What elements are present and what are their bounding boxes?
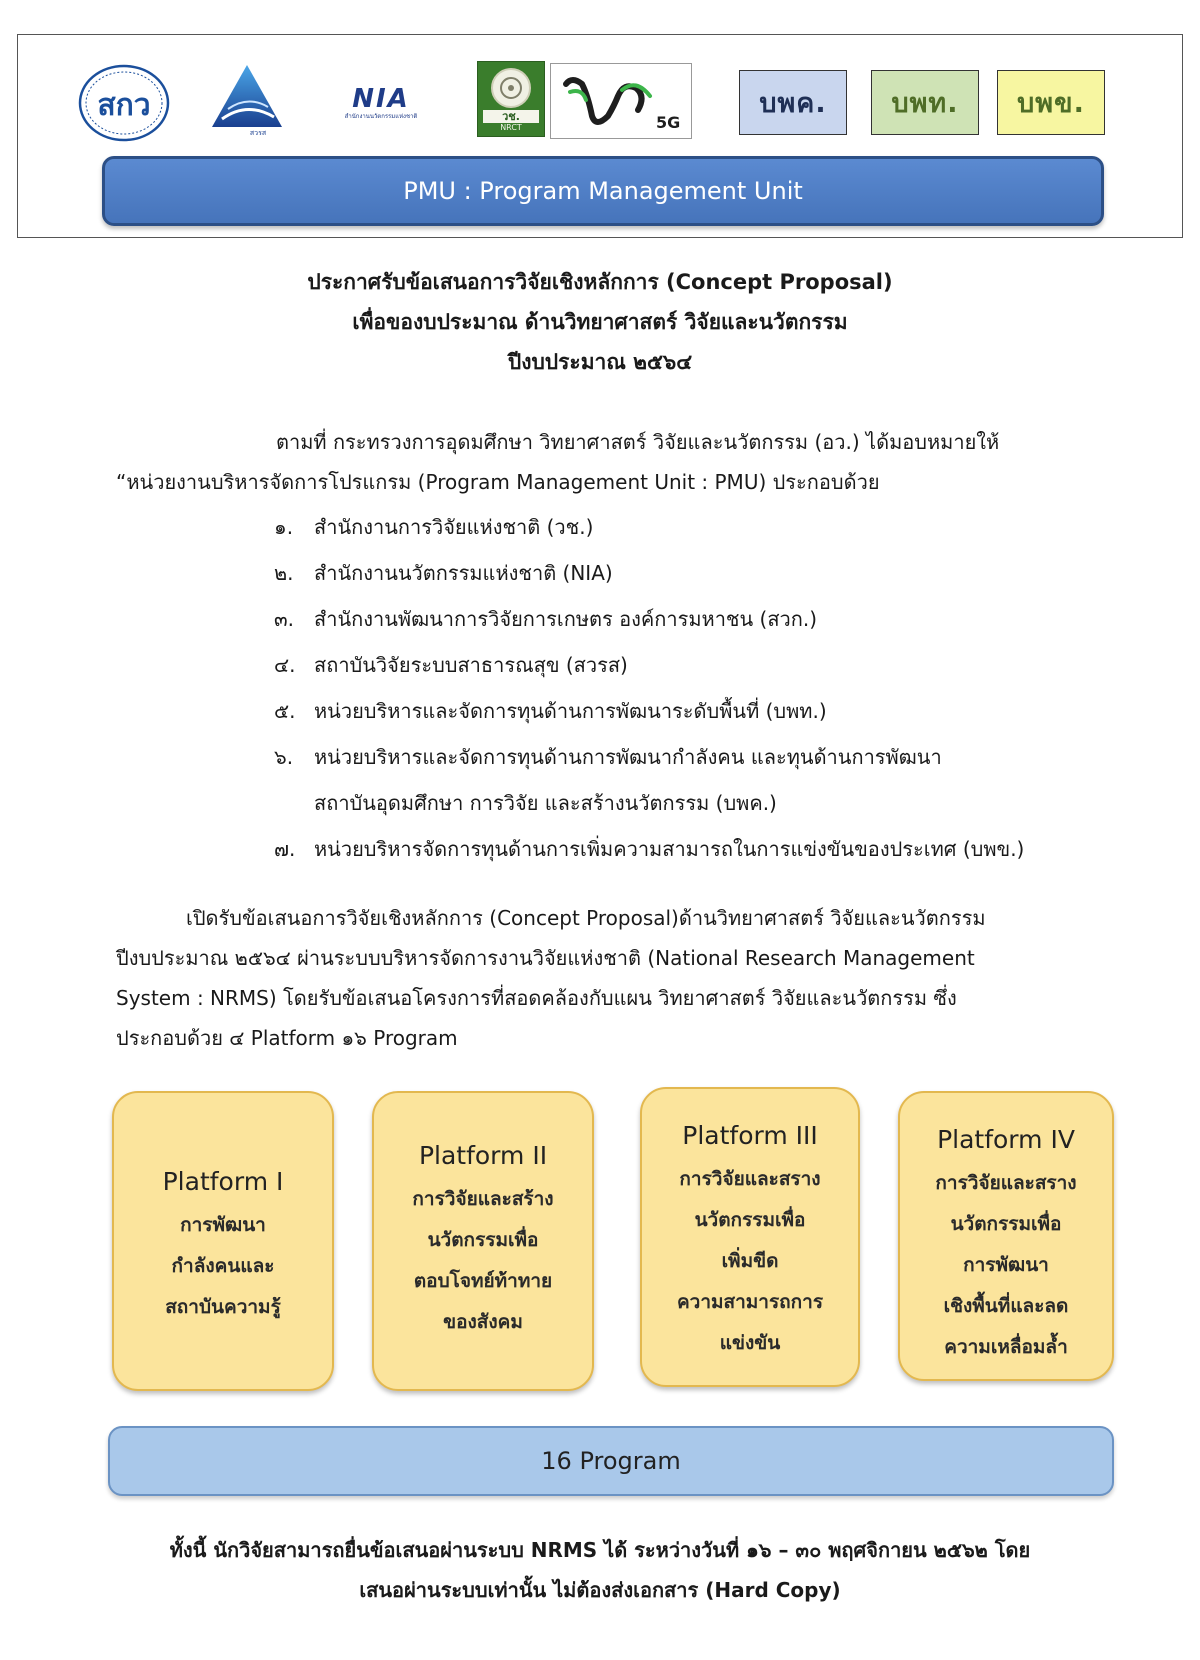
intro-paragraph [116, 422, 1116, 502]
platform-card-1 [112, 1091, 334, 1391]
v5g-logo-text: 5G [656, 113, 681, 132]
open-call-line-1: เปิดรับข้อเสนอการวิจัยเชิงหลักการ (Concept Proposal)ด้านวิทยาศาสตร์ วิจัยและนวัตกรรม [186, 906, 986, 930]
platform-desc-line: นวัตกรรมเพื่อ [950, 1213, 1062, 1235]
hsri-logo [208, 61, 286, 137]
list-text: หน่วยบริหารและจัดการทุนด้านการพัฒนากำลังคน และทุนด้านการพัฒนา [314, 745, 942, 769]
triangle-logo-icon [208, 61, 286, 137]
announcement-title [0, 262, 1200, 382]
open-call-line-4: ประกอบด้วย ๔ Platform ๑๖ Program [116, 1026, 458, 1050]
list-item [274, 550, 1134, 596]
list-text: หน่วยบริหารจัดการทุนด้านการเพิ่มความสามารถในการแข่งขันของประเทศ (บพข.) [314, 837, 1025, 861]
list-number: ๕. [274, 699, 296, 723]
sakorn-logo-text: สกว [97, 88, 151, 123]
intro-line-2: “หน่วยงานบริหารจัดการโปรแกรม (Program Management Unit : PMU) ประกอบด้วย [116, 470, 880, 494]
nrct-logo-caption: NRCT [500, 122, 522, 132]
platform-desc-line: สถาบันความรู้ [165, 1296, 281, 1318]
footer-line-2: เสนอผ่านระบบเท่านั้น ไม่ต้องส่งเอกสาร (Hard Copy) [359, 1578, 841, 1602]
platform-desc-line: เพิ่มขีด [721, 1250, 779, 1272]
list-item [274, 734, 1134, 780]
platform-description [642, 1159, 858, 1364]
platform-desc-line: กำลังคนและ [171, 1255, 275, 1277]
nia-logo-caption: สำนักงานนวัตกรรมแห่งชาติ [344, 113, 418, 120]
platform-desc-line: นวัตกรรมเพื่อ [427, 1229, 539, 1251]
platform-title: Platform I [162, 1167, 284, 1196]
unit-list [274, 504, 1134, 872]
agency-label-bpk: บพค. [759, 88, 827, 119]
sakorn-seal-icon [76, 63, 172, 143]
platform-title: Platform II [418, 1141, 548, 1170]
list-text: สำนักงานการวิจัยแห่งชาติ (วช.) [314, 515, 594, 539]
platform-desc-line: นวัตกรรมเพื่อ [694, 1209, 806, 1231]
agency-box-bpk [739, 70, 847, 135]
platform-desc-line: แข่งขัน [719, 1332, 781, 1354]
list-text: สถาบันวิจัยระบบสาธารณสุข (สวรส) [314, 653, 628, 677]
hsri-logo-text: สวรส [249, 129, 267, 137]
open-call-line-3: System : NRMS) โดยรับข้อเสนอโครงการที่สอดคล้องกับแผน วิทยาศาสตร์ วิจัยและนวัตกรรม ซึ่ง [116, 986, 957, 1010]
list-number: ๑. [274, 515, 294, 539]
pmu-title-bar [102, 156, 1104, 226]
platform-desc-line: การวิจัยและสราง [679, 1168, 821, 1190]
agency-label-bpkh: บพข. [1017, 88, 1085, 119]
platform-title: Platform IV [937, 1125, 1075, 1154]
platform-desc-line: การพัฒนา [963, 1254, 1049, 1276]
header-banner [17, 34, 1183, 238]
list-item [274, 596, 1134, 642]
platform-title: Platform III [682, 1121, 818, 1150]
intro-line-1: ตามที่ กระทรวงการอุดมศึกษา วิทยาศาสตร์ วิจัยและนวัตกรรม (อว.) ได้มอบหมายให้ [276, 430, 1000, 454]
platform-card-4 [898, 1091, 1114, 1381]
list-number: ๖. [274, 745, 294, 769]
v5g-mark-icon [552, 66, 690, 136]
platform-desc-line: การวิจัยและสราง [935, 1172, 1077, 1194]
nrct-emblem-icon [485, 66, 537, 110]
list-text: สำนักงานนวัตกรรมแห่งชาติ (NIA) [314, 561, 613, 585]
list-text: หน่วยบริหารและจัดการทุนด้านการพัฒนาระดับพื้นที่ (บพท.) [314, 699, 827, 723]
platform-description [374, 1179, 592, 1343]
platform-desc-line: ความสามารถการ [676, 1291, 824, 1313]
nrct-logo [477, 61, 545, 137]
platform-card-3 [640, 1087, 860, 1387]
platform-description [114, 1205, 332, 1328]
v5g-logo [550, 63, 692, 139]
list-number: ๒. [274, 561, 294, 585]
list-item [274, 642, 1134, 688]
platform-desc-line: ตอบโจทย์ท้าทาย [413, 1270, 553, 1292]
pmu-title: PMU : Program Management Unit [403, 177, 803, 205]
list-number: ๗. [274, 837, 296, 861]
list-item [274, 504, 1134, 550]
sakorn-logo [76, 63, 172, 143]
platform-desc-line: ความเหลื่อมล้ำ [944, 1336, 1068, 1358]
footer-note [0, 1530, 1200, 1610]
platform-desc-line: ของสังคม [443, 1311, 523, 1333]
open-call-line-2: ปีงบประมาณ ๒๕๖๔ ผ่านระบบบริหารจัดการงานวิจัยแห่งชาติ (National Research Management [116, 946, 975, 970]
platform-card-2 [372, 1091, 594, 1391]
list-text: สำนักงานพัฒนาการวิจัยการเกษตร องค์การมหาชน (สวก.) [314, 607, 818, 631]
list-item [274, 826, 1134, 872]
list-number: ๔. [274, 653, 296, 677]
title-line-3: ปีงบประมาณ ๒๕๖๔ [507, 350, 693, 374]
platform-desc-line: การพัฒนา [180, 1214, 266, 1236]
platform-desc-line: การวิจัยและสร้าง [412, 1188, 554, 1210]
platform-description [900, 1163, 1112, 1368]
nia-logo [336, 81, 426, 125]
nia-logo-text: NIA [352, 84, 410, 114]
agency-box-bpkh [997, 70, 1105, 135]
program-bar-label: 16 Program [541, 1447, 681, 1475]
list-item-continuation: สถาบันอุดมศึกษา การวิจัย และสร้างนวัตกรรม (บพค.) [314, 791, 777, 815]
list-number: ๓. [274, 607, 295, 631]
agency-box-bpt [871, 70, 979, 135]
title-line-2: เพื่อของบประมาณ ด้านวิทยาศาสตร์ วิจัยและนวัตกรรม [352, 310, 848, 334]
nrct-logo-text: วช. [483, 110, 539, 123]
agency-label-bpt: บพท. [891, 88, 959, 119]
footer-line-1: ทั้งนี้ นักวิจัยสามารถยื่นข้อเสนอผ่านระบบ NRMS ได้ ระหว่างวันที่ ๑๖ – ๓๐ พฤศจิกายน ๒๕๖๒ โดย [169, 1538, 1031, 1562]
title-line-1: ประกาศรับข้อเสนอการวิจัยเชิงหลักการ (Concept Proposal) [307, 270, 893, 294]
platform-desc-line: เชิงพื้นที่และลด [943, 1295, 1069, 1317]
list-item [274, 688, 1134, 734]
open-call-paragraph [116, 898, 1116, 1058]
program-bar [108, 1426, 1114, 1496]
